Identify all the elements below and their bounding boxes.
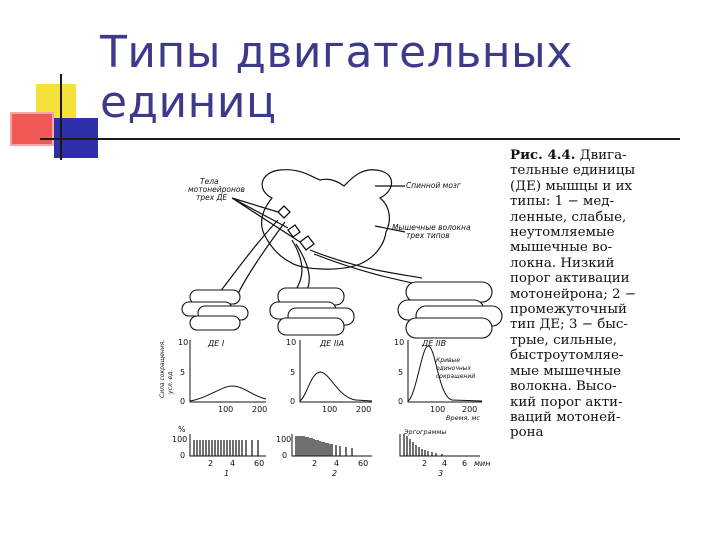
caption-line: трые, сильные, (510, 332, 618, 348)
panel-number-2: 2 (332, 469, 338, 478)
curve-label-3: сокращений (436, 373, 476, 380)
tick-5-a: 5 (180, 368, 186, 377)
tick-10-c: 10 (394, 338, 405, 347)
ergo-tick-60-a: 60 (254, 459, 265, 468)
ergo-tick-2-b: 2 (312, 459, 318, 468)
force-axis-label-1: Сила сокращения, (159, 339, 166, 398)
muscle-fibers-label-2: трех типов (406, 231, 450, 240)
neuron-3 (300, 236, 314, 250)
ergogram-bars-1 (194, 440, 258, 456)
unit-label-2: ДЕ IIА (320, 339, 345, 348)
caption-line: (ДЕ) мышцы и их (510, 178, 633, 194)
ergo-tick-100-b: 100 (276, 435, 292, 444)
neuron-1 (278, 206, 290, 218)
caption-line: промежуточный (510, 302, 627, 318)
caption-line: неутомляемые (510, 225, 615, 241)
caption-line: мышечные во- (510, 240, 613, 256)
caption-line: быстроутомляе- (510, 348, 624, 364)
fiber-group-2 (270, 288, 354, 335)
panel-number-1: 1 (224, 469, 230, 478)
horizontal-rule (40, 138, 680, 140)
curve-label-2: одиночных (436, 365, 472, 372)
caption-line: ленные, слабые, (510, 209, 627, 225)
fiber-group-3 (398, 282, 502, 338)
caption-line: рона (510, 425, 544, 441)
twitch-axes-1 (190, 340, 266, 402)
figure-caption (510, 148, 660, 441)
panel-number-3: 3 (438, 469, 444, 478)
time-axis-label: Время, мс (446, 414, 481, 422)
muscle-fibers-label-1: Мышечные волокна (392, 223, 471, 232)
unit-label-1: ДЕ I (208, 339, 225, 348)
tick-100-b: 100 (322, 405, 338, 414)
caption-line: Двига- (579, 148, 627, 163)
tick-5-c: 5 (398, 368, 404, 377)
title-line-1: Типы двигательных (100, 27, 573, 78)
caption-line: тип ДЕ; 3 − быс- (510, 317, 628, 333)
cell-bodies-label-3: трех ДЕ (196, 193, 228, 202)
ergo-tick-100-a: 100 (172, 435, 188, 444)
ergo-tick-2-a: 2 (208, 459, 214, 468)
ergogram-label: Эргограммы (404, 428, 447, 436)
ergo-percent-label: % (178, 425, 186, 434)
ergo-tick-6-c: 6 (462, 459, 468, 468)
ergo-tick-4-b: 4 (334, 459, 340, 468)
ergogram-bars-3 (404, 434, 442, 456)
ergo-tick-60-b: 60 (358, 459, 369, 468)
ergogram-axes-1 (190, 434, 266, 456)
tick-200-b: 200 (356, 405, 372, 414)
caption-line: ваций мотоней- (510, 409, 621, 425)
muscle-fiber-bundles (182, 282, 502, 338)
caption-line: порог активации (510, 271, 630, 287)
tick-10-a: 10 (178, 338, 189, 347)
cell-bodies-label-2: мотонейронов (188, 185, 245, 194)
ergo-tick-2-c: 2 (422, 459, 428, 468)
twitch-axes-2 (300, 340, 372, 402)
twitch-curve-1 (190, 386, 266, 401)
ergo-tick-0-a: 0 (180, 451, 186, 460)
tick-0-c: 0 (398, 397, 404, 406)
ergo-tick-4-a: 4 (230, 459, 236, 468)
caption-line: мые мышечные (510, 363, 622, 379)
twitch-curve-2 (300, 372, 372, 401)
ergogram-axes-3 (400, 434, 480, 456)
curve-label-1: Кривые (436, 357, 460, 364)
ergo-tick-0-b: 0 (282, 451, 288, 460)
caption-prefix: Рис. 4.4. (510, 147, 576, 163)
slide-title (100, 28, 660, 128)
ergo-tick-4-c: 4 (442, 459, 448, 468)
caption-line: волокна. Высо- (510, 379, 617, 395)
spinal-cord-outline (262, 170, 392, 269)
cell-bodies-label-1: Тела (200, 177, 219, 186)
fiber-group-1 (182, 290, 248, 330)
unit-label-3: ДЕ IIВ (422, 339, 447, 348)
ergogram-bars (194, 434, 442, 456)
tick-5-b: 5 (290, 368, 296, 377)
vertical-rule (60, 74, 62, 160)
caption-line: типы: 1 − мед- (510, 194, 615, 210)
tick-200-c: 200 (462, 405, 478, 414)
caption-line: локна. Низкий (510, 255, 615, 271)
red-square-decoration (10, 112, 54, 146)
caption-line: кий порог акти- (510, 394, 623, 410)
caption-line: тельные единицы (510, 163, 636, 179)
title-line-2: единиц (100, 77, 277, 128)
tick-0-a: 0 (180, 397, 186, 406)
tick-0-b: 0 (290, 397, 296, 406)
tick-10-b: 10 (286, 338, 297, 347)
tick-200-a: 200 (252, 405, 268, 414)
ergogram-bars-2 (296, 436, 352, 456)
tick-100-a: 100 (218, 405, 234, 414)
caption-line: мотонейрона; 2 − (510, 286, 637, 302)
spinal-cord-label: Спинной мозг (406, 181, 461, 190)
tick-100-c: 100 (430, 405, 446, 414)
force-axis-label-2: усл. ед. (167, 369, 174, 394)
ergo-minutes-label: мин (474, 459, 491, 468)
